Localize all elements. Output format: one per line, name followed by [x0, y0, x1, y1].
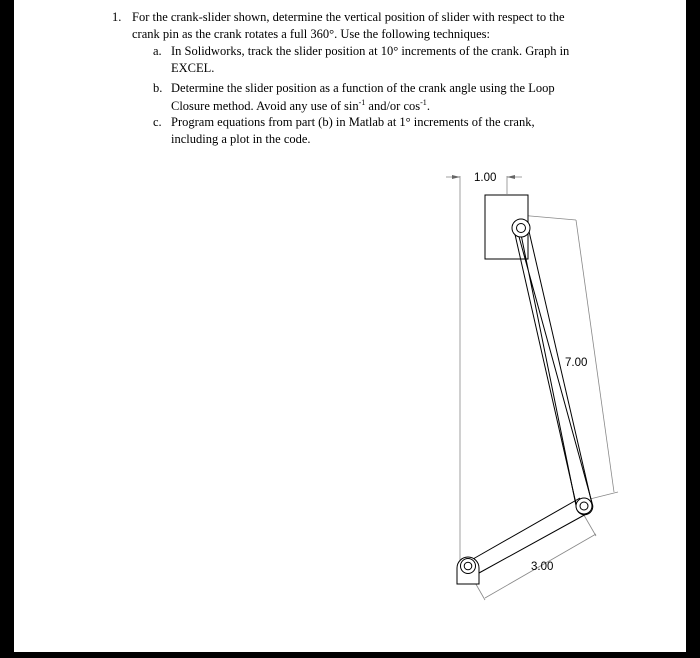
problem-number: 1. — [112, 10, 122, 24]
dimension-offset-label: 1.00 — [474, 172, 497, 184]
part-b-line-2-pre: Closure method. Avoid any use of sin — [171, 99, 359, 113]
cos-inverse-exponent: -1 — [420, 97, 427, 107]
crank-slider-diagram — [14, 0, 686, 652]
dimension-coupler-label: 7.00 — [565, 357, 588, 369]
part-b-line-2-post: . — [426, 99, 430, 113]
part-c-marker: c. — [153, 115, 162, 129]
offset-arrowhead-left — [452, 175, 460, 179]
part-a-line-1: In Solidworks, track the slider position at 10° increments of the crank. Graph in — [171, 44, 570, 58]
crank-edge-top — [473, 498, 580, 559]
slider-pin — [517, 224, 526, 233]
part-b-marker: b. — [153, 81, 163, 95]
coupler-link — [516, 224, 593, 515]
coupler-edge-left — [514, 230, 577, 508]
sin-inverse-exponent: -1 — [358, 97, 366, 107]
coupler-dimension-line — [576, 220, 614, 492]
part-a-line-2: EXCEL. — [171, 61, 215, 75]
part-a-marker: a. — [153, 44, 162, 58]
crank-pin — [580, 502, 588, 510]
part-c-line-2: including a plot in the code. — [171, 132, 311, 146]
intro-line-1: For the crank-slider shown, determine the vertical position of slider with respect to the — [132, 10, 565, 24]
offset-arrowhead-right — [507, 175, 515, 179]
part-c-line-1: Program equations from part (b) in Matlab at 1° increments of the crank, — [171, 115, 535, 129]
crank-dimension — [469, 510, 596, 600]
intro-line-2: crank pin as the crank rotates a full 360°. Use the following techniques: — [132, 27, 491, 41]
part-b-line-1: Determine the slider position as a function of the crank angle using the Loop — [171, 81, 555, 95]
document-page — [14, 0, 686, 652]
ground-pivot-pin — [464, 562, 472, 570]
dimension-crank-label: 3.00 — [531, 561, 554, 573]
part-b-line-2-mid: and/or cos — [365, 99, 421, 113]
